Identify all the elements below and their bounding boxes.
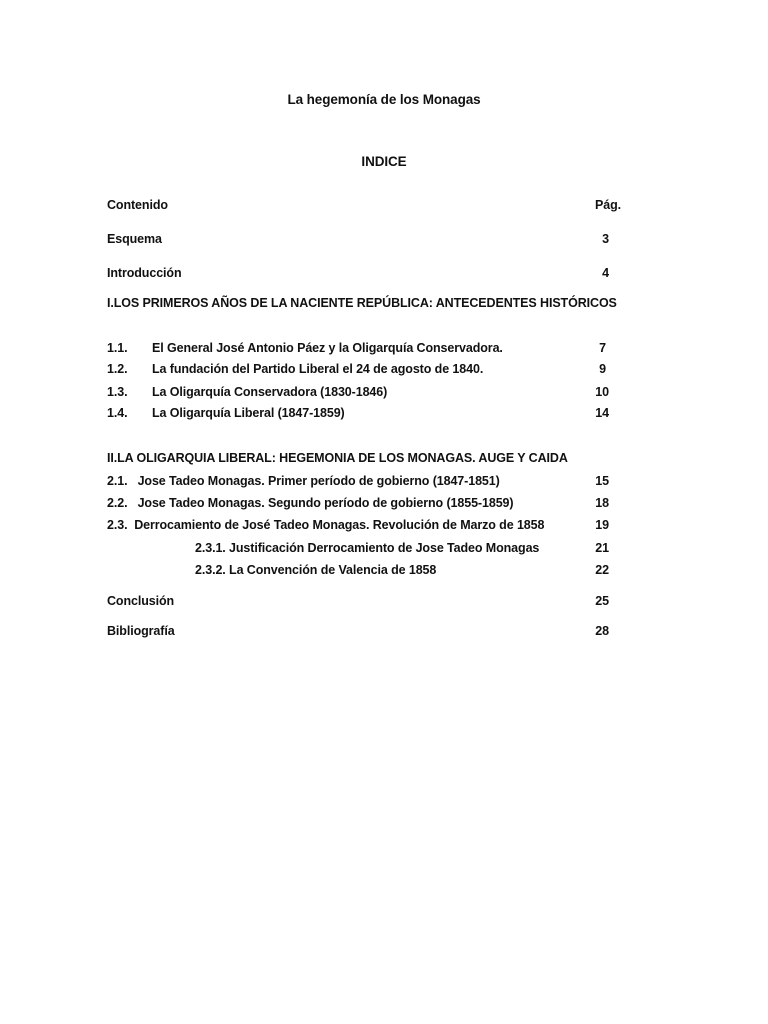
toc-entry-label: La Oligarquía Liberal (1847-1859): [152, 406, 345, 420]
toc-entry-page: 9: [599, 362, 606, 376]
page-column-header: Pág.: [595, 198, 621, 212]
toc-entry-number: 1.1.: [107, 341, 128, 355]
toc-entry-page: 14: [595, 406, 609, 420]
toc-entry-page: 4: [602, 266, 609, 280]
toc-entry-label: 2.3. Derrocamiento de José Tadeo Monagas. Revolución de Marzo de 1858: [107, 518, 545, 532]
toc-entry-page: 25: [595, 594, 609, 608]
toc-entry-label: Introducción: [107, 266, 182, 280]
toc-entry-number: 1.2.: [107, 362, 128, 376]
toc-entry-page: 7: [599, 341, 606, 355]
toc-entry-label: Conclusión: [107, 594, 175, 608]
toc-entry-label: La Oligarquía Conservadora (1830-1846): [152, 385, 388, 399]
section-heading: I.LOS PRIMEROS AÑOS DE LA NACIENTE REPÚBLICA: ANTECEDENTES HISTÓRICOS: [107, 296, 617, 310]
toc-subentry-page: 22: [595, 563, 609, 577]
toc-entry-label: 2.1. Jose Tadeo Monagas. Primer período de gobierno (1847-1851): [107, 474, 500, 488]
toc-entry-label: La fundación del Partido Liberal el 24 de agosto de 1840.: [152, 362, 484, 376]
toc-subentry-label: 2.3.1. Justificación Derrocamiento de Jose Tadeo Monagas: [195, 541, 540, 555]
toc-entry-page: 28: [595, 624, 609, 638]
toc-entry-page: 15: [595, 474, 609, 488]
toc-subentry-label: 2.3.2. La Convención de Valencia de 1858: [195, 563, 437, 577]
toc-subentry-page: 21: [595, 541, 609, 555]
toc-entry-label: Esquema: [107, 232, 162, 246]
section-heading: II.LA OLIGARQUIA LIBERAL: HEGEMONIA DE LOS MONAGAS. AUGE Y CAIDA: [107, 451, 568, 465]
toc-entry-number: 1.3.: [107, 385, 128, 399]
content-column-header: Contenido: [107, 198, 168, 212]
index-heading: INDICE: [361, 154, 407, 169]
toc-entry-page: 18: [595, 496, 609, 510]
toc-entry-number: 1.4.: [107, 406, 128, 420]
toc-entry-page: 3: [602, 232, 609, 246]
toc-entry-label: El General José Antonio Páez y la Oligarquía Conservadora.: [152, 341, 503, 355]
document-title: La hegemonía de los Monagas: [287, 92, 481, 107]
toc-entry-page: 10: [595, 385, 609, 399]
toc-entry-label: 2.2. Jose Tadeo Monagas. Segundo período de gobierno (1855-1859): [107, 496, 514, 510]
toc-entry-label: Bibliografía: [107, 624, 175, 638]
toc-entry-page: 19: [595, 518, 609, 532]
